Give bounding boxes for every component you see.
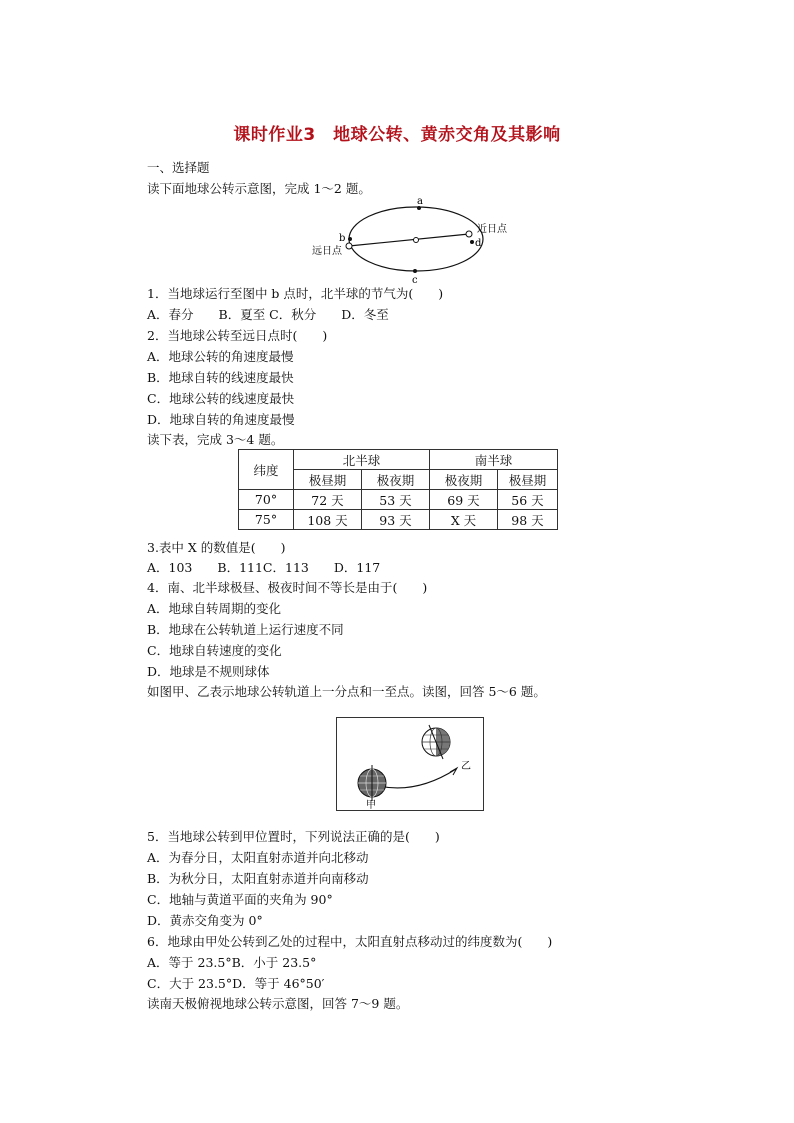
q2-option-c: C．地球公转的线速度最快: [147, 391, 295, 406]
aphelion-point: [346, 243, 352, 249]
question-3: 3.表中 X 的数值是( ): [147, 540, 286, 555]
q5-option-d: D．黄赤交角变为 0°: [147, 913, 263, 928]
q5-option-b: B．为秋分日，太阳直射赤道并向南移动: [147, 871, 369, 886]
q4-option-a: A．地球自转周期的变化: [147, 601, 282, 616]
q2-option-d: D．地球自转的角速度最慢: [147, 412, 295, 427]
q5-option-a: A．为春分日，太阳直射赤道并向北移动: [147, 850, 369, 865]
cell-lat: 75°: [239, 510, 294, 530]
header-south-polar-night: 极夜期: [430, 470, 498, 490]
q2-option-a: A．地球公转的角速度最慢: [147, 349, 294, 364]
label-b: b: [339, 233, 346, 244]
q4-option-c: C．地球自转速度的变化: [147, 643, 282, 658]
cell-north-day: 108 天: [294, 510, 362, 530]
cell-north-night: 53 天: [362, 490, 430, 510]
intro-q5-6: 如图甲、乙表示地球公转轨道上一分点和一至点。读图，回答 5～6 题。: [147, 684, 546, 699]
q5-option-c: C．地轴与黄道平面的夹角为 90°: [147, 892, 333, 907]
label-d: d: [475, 238, 482, 249]
table-row: [239, 490, 558, 510]
label-c: c: [412, 275, 418, 286]
cell-north-night: 93 天: [362, 510, 430, 530]
intro-q1-2: 读下面地球公转示意图，完成 1～2 题。: [147, 181, 371, 196]
q6-options-ab: A．等于 23.5°B．小于 23.5°: [147, 955, 317, 970]
q3-options: A．103 B．111C．113 D．117: [147, 560, 381, 575]
point-b: [348, 237, 352, 241]
cell-south-day: 56 天: [498, 490, 558, 510]
header-north: 北半球: [294, 450, 430, 470]
question-5: 5．当地球公转到甲位置时，下列说法正确的是( ): [147, 829, 440, 844]
header-south-polar-day: 极昼期: [498, 470, 558, 490]
question-6: 6．地球由甲处公转到乙处的过程中，太阳直射点移动过的纬度数为( ): [147, 934, 553, 949]
label-yi: 乙: [461, 761, 471, 772]
intro-q7-9: 读南天极俯视地球公转示意图，回答 7～9 题。: [147, 996, 409, 1011]
q4-option-b: B．地球在公转轨道上运行速度不同: [147, 622, 344, 637]
header-latitude: 纬度: [239, 450, 294, 490]
orbit-diagram: [300, 194, 530, 286]
header-north-polar-night: 极夜期: [362, 470, 430, 490]
polar-day-night-table: [238, 449, 558, 530]
cell-south-day: 98 天: [498, 510, 558, 530]
point-d: [470, 240, 474, 244]
cell-lat: 70°: [239, 490, 294, 510]
q6-options-cd: C．大于 23.5°D．等于 46°50′: [147, 976, 325, 991]
header-south: 南半球: [430, 450, 558, 470]
table-row: [239, 510, 558, 530]
q1-options: A．春分 B．夏至 C．秋分 D．冬至: [147, 307, 389, 322]
cell-south-night: 69 天: [430, 490, 498, 510]
page-title: 课时作业3 地球公转、黄赤交角及其影响: [233, 125, 561, 145]
axis-line: [349, 234, 469, 246]
intro-q3-4: 读下表，完成 3～4 题。: [147, 432, 284, 447]
q4-option-d: D．地球是不规则球体: [147, 664, 270, 679]
cell-north-day: 72 天: [294, 490, 362, 510]
point-c: [413, 269, 417, 273]
question-1: 1．当地球运行至图中 b 点时，北半球的节气为( ): [147, 286, 444, 301]
question-2: 2．当地球公转至远日点时( ): [147, 328, 328, 343]
label-jia: 甲: [366, 800, 376, 811]
label-aphelion: 远日点: [312, 246, 342, 257]
section-heading: 一、选择题: [147, 160, 210, 175]
header-north-polar-day: 极昼期: [294, 470, 362, 490]
q2-option-b: B．地球自转的线速度最快: [147, 370, 294, 385]
perihelion-point: [466, 231, 472, 237]
question-4: 4．南、北半球极昼、极夜时间不等长是由于( ): [147, 580, 428, 595]
cell-south-night: X 天: [430, 510, 498, 530]
label-perihelion: 近日点: [477, 224, 507, 235]
label-a: a: [417, 196, 423, 207]
sun-point: [414, 238, 419, 243]
equinox-solstice-diagram: [336, 717, 484, 811]
